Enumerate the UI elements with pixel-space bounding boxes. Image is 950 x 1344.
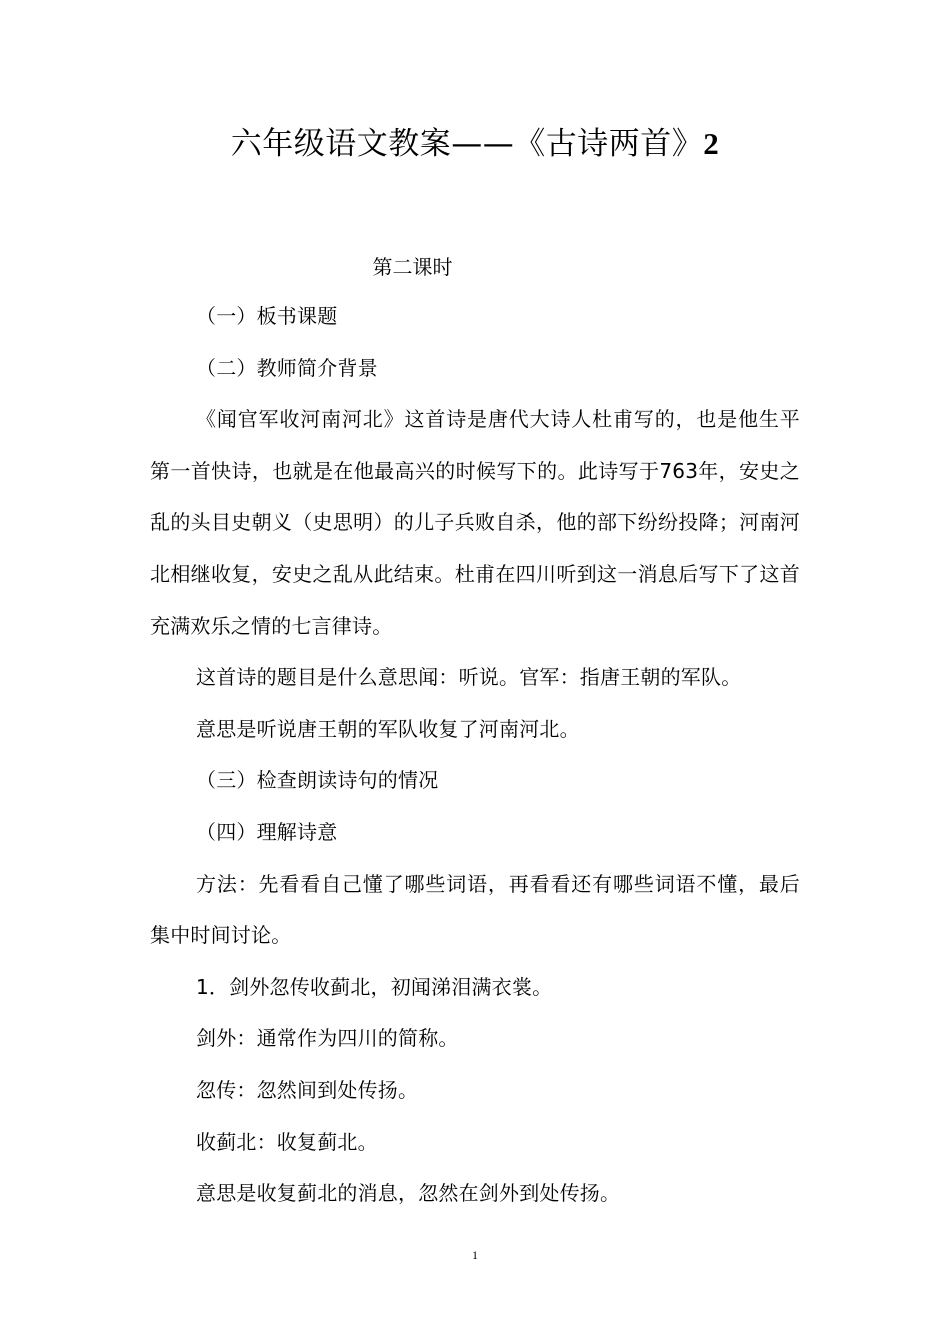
- paragraph: 方法：先看看自己懂了哪些词语，再看看还有哪些词语不懂，最后集中时间讨论。: [150, 871, 800, 948]
- page-title: [0, 122, 950, 166]
- paragraph: 剑外：通常作为四川的简称。: [196, 1026, 459, 1051]
- paragraph: 《闻官军收河南河北》这首诗是唐代大诗人杜甫写的，也是他生平第一首快诗，也就是在他最高兴的时候写下的。此诗写于763年，安史之乱的头目史朝义（史思明）的儿子兵败自杀，他的部下纷纷投降；河南河北相继收复，安史之乱从此结束。杜甫在四川听到这一消息后写下了这首充满欢乐之情的七言律诗。: [150, 407, 800, 638]
- title-text: 六年级语文教案——《古诗两首》: [230, 126, 704, 162]
- title-suffix: 2: [703, 126, 720, 161]
- paragraph: 1．剑外忽传收蓟北，初闻涕泪满衣裳。: [196, 974, 553, 999]
- lesson-subtitle: 第二课时: [372, 255, 453, 279]
- paragraph: 意思是听说唐王朝的军队收复了河南河北。: [196, 716, 580, 741]
- paragraph: 收蓟北：收复蓟北。: [196, 1129, 378, 1154]
- paragraph: （一）板书课题: [196, 304, 338, 328]
- page-number: 1: [472, 1248, 478, 1262]
- paragraph: （三）检查朗读诗句的情况: [196, 768, 439, 793]
- document-body: [150, 291, 800, 1220]
- paragraph: 意思是收复蓟北的消息，忽然在剑外到处传扬。: [196, 1181, 621, 1206]
- paragraph: （四）理解诗意: [196, 819, 338, 844]
- paragraph: 忽传：忽然间到处传扬。: [196, 1077, 419, 1102]
- paragraph: （二）教师简介背景: [196, 355, 378, 380]
- paragraph: 这首诗的题目是什么意思闻：听说。官军：指唐王朝的军队。: [196, 665, 742, 690]
